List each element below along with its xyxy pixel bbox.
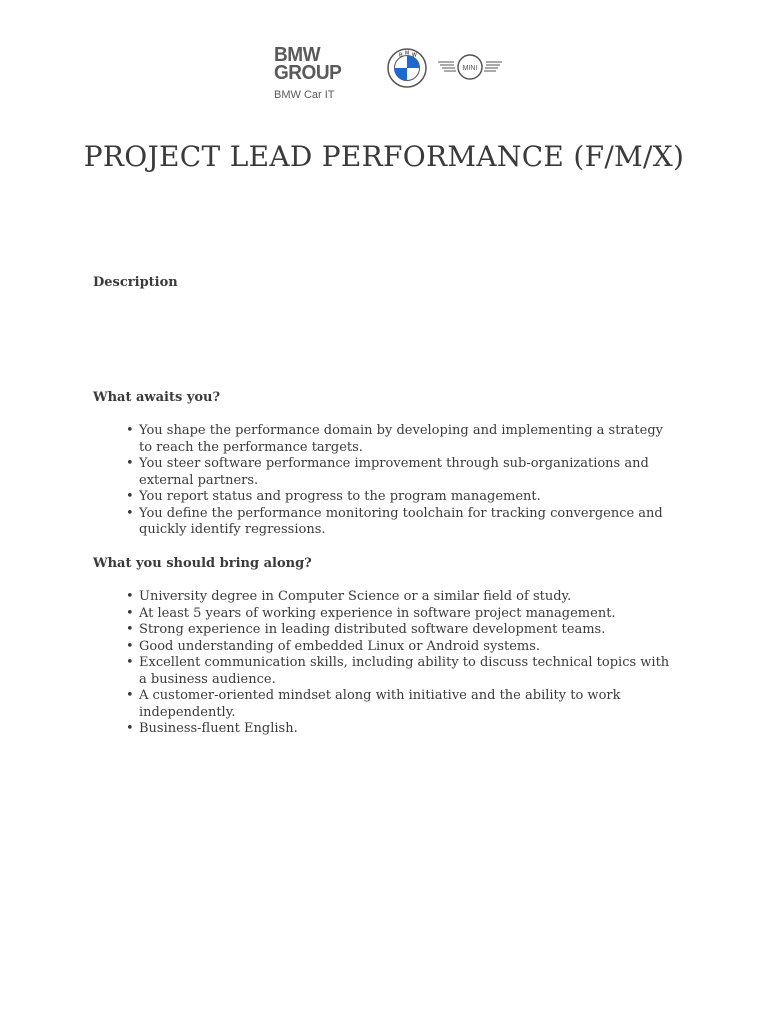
page-title: PROJECT LEAD PERFORMANCE (F/M/X) — [83, 140, 685, 173]
bring-along-list — [93, 589, 673, 738]
what-awaits-list — [93, 423, 673, 539]
list-item: • A customer-oriented mindset along with initiative and the ability to work independently. — [93, 688, 673, 721]
list-item: • You shape the performance domain by developing and implementing a strategy to reach the performance targets. — [93, 423, 673, 456]
list-item: • At least 5 years of working experience in software project management. — [93, 606, 673, 623]
brand-sub: BMW Car IT — [274, 89, 335, 101]
list-item: • Good understanding of embedded Linux or Android systems. — [93, 639, 673, 656]
what-awaits-heading: What awaits you? — [93, 390, 221, 405]
brand-line1: BMW — [274, 44, 321, 66]
list-item: • Strong experience in leading distributed software development teams. — [93, 622, 673, 639]
bmw-roundel-icon — [387, 48, 427, 88]
list-item: • You report status and progress to the program management. — [93, 489, 673, 506]
description-heading: Description — [93, 275, 178, 290]
list-item: • You define the performance monitoring toolchain for tracking convergence and quickly identify regressions. — [93, 506, 673, 539]
list-item: • University degree in Computer Science or a similar field of study. — [93, 589, 673, 606]
header-logos — [274, 46, 514, 110]
mini-label: MINI — [462, 65, 478, 72]
list-item: • You steer software performance improvement through sub-organizations and external partners. — [93, 456, 673, 489]
mini-logo-icon — [438, 54, 502, 80]
roundel-letter-w: W — [412, 52, 417, 59]
roundel-letter-m: M — [405, 50, 410, 57]
bmw-group-logo — [274, 46, 345, 101]
brand-line2: GROUP — [274, 62, 342, 84]
list-item: • Business-fluent English. — [93, 721, 673, 738]
list-item: • Excellent communication skills, including ability to discuss technical topics with a business audience. — [93, 655, 673, 688]
roundel-letter-b: B — [399, 52, 403, 59]
bring-along-heading: What you should bring along? — [93, 556, 312, 571]
